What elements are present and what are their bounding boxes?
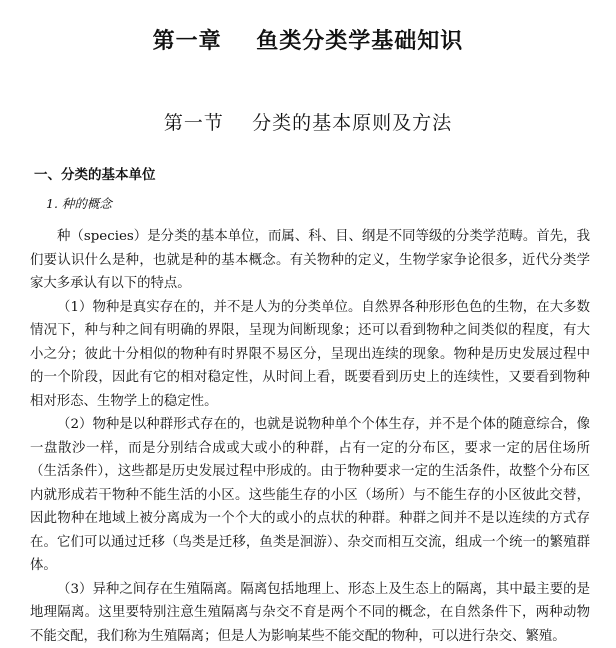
section-title: 第一节 分类的基本原则及方法 [0,108,616,135]
heading-species-concept: 1. 种的概念 [46,194,112,212]
paragraph-point-1: （1）物种是真实存在的，并不是人为的分类单位。自然界各种形形色色的生物，在大多数情况下，种与种之间有明确的界限，呈现为间断现象；还可以看到物种之间类似的程度，有大小之分；彼此十分相似的物种有时界限不易区分，呈现出连续的现象。物种是历史发展过程中的一个阶段，因此有它的相对稳定性，从时间上看，既要看到历史上的连续性，又要看到物种相对形态、生物学上的稳定性。 [30,296,590,414]
paragraph-point-2: （2）物种是以种群形式存在的，也就是说物种单个个体生存，并不是个体的随意综合，像一盘散沙一样，而是分别结合成或大或小的种群，占有一定的分布区，要求一定的居住场所（生活条件），这些都是历史发展过程中形成的。由于物种要求一定的生活条件，故整个分布区内就形成若干物种不能生活的小区。这些能生存的小区（场所）与不能生存的小区彼此交替，因此物种在地域上被分离成为一个个大的或小的点状的种群。种群之间并不是以连续的方式存在。它们可以通过迁移（鸟类是迁移，鱼类是洄游）、杂交而相互交流，组成一个统一的繁殖群体。 [30,413,590,578]
paragraph-point-3: （3）异种之间存在生殖隔离。隔离包括地理上、形态上及生态上的隔离，其中最主要的是地理隔离。这里要特别注意生殖隔离与杂交不育是两个不同的概念，在自然条件下，两种动物不能交配，我们称为生殖隔离；但是人为影响某些不能交配的物种，可以进行杂交、繁殖。 [30,578,590,648]
chapter-title: 第一章 鱼类分类学基础知识 [0,24,616,55]
body-text [30,225,590,648]
heading-basic-unit: 一、分类的基本单位 [34,163,156,183]
paragraph-intro: 种（species）是分类的基本单位，而属、科、目、纲是不同等级的分类学范畴。首先，我们要认识什么是种，也就是种的基本概念。有关物种的定义，生物学家争论很多，近代分类学家大多承认有以下的特点。 [30,225,590,296]
